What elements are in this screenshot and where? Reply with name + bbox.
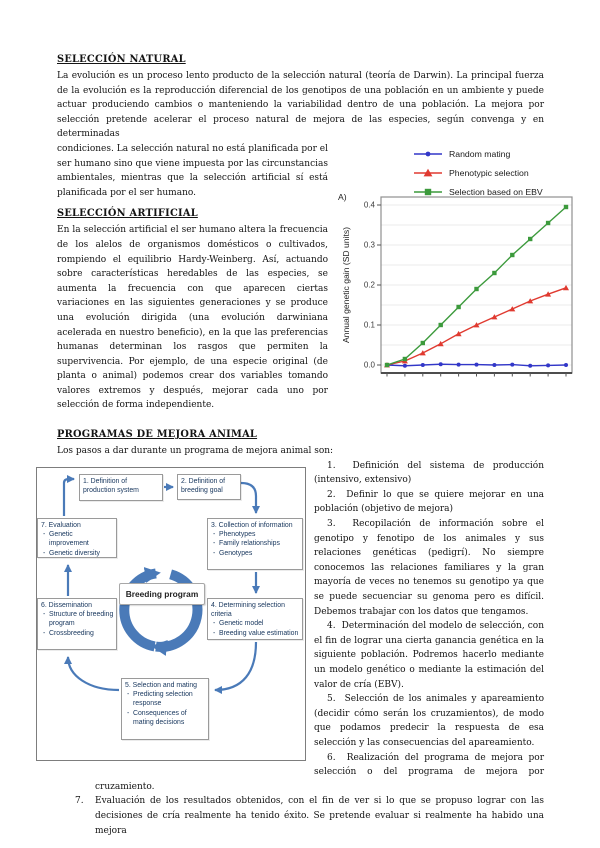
diagram-box-title: 4. Determining selection criteria (211, 601, 285, 618)
heading-seleccion-artificial: SELECCIÓN ARTIFICIAL (57, 208, 198, 220)
chart-legend (413, 145, 543, 202)
diagram-box-item: - Genetic improvement (41, 530, 114, 549)
line-circle-marker-icon (413, 148, 443, 160)
list-item: 4. Determinación del modelo de selección, con el fin de lograr una cierta ganancia genética en la siguiente población. Podremos hacerlo mediante un modelo genético o mediante la estimación del valor de cría (EBV). (314, 621, 544, 690)
arrow-7-to-1 (64, 479, 74, 516)
diagram-box-4 (207, 598, 303, 640)
legend-label: Selection based on EBV (449, 187, 543, 198)
svg-text:0.4: 0.4 (363, 200, 375, 210)
natural-paragraph-part2: condiciones. La selección natural no está planificada por el ser humano sino que viene impuesta por las circunstancias ambientales, mientras que la selección artificial sí está planificada por el ser humano. (57, 143, 328, 198)
diagram-box-item: - Family relationships (211, 539, 300, 548)
heading-programas-mejora: PROGRAMAS DE MEJORA ANIMAL (57, 429, 258, 441)
svg-text:0.1: 0.1 (363, 320, 375, 330)
section-programas-mejora (41, 428, 544, 838)
legend-item-selection-ebv (413, 183, 543, 202)
step7-text: Evaluación de los resultados obtenidos, con el fin de ver si lo que se propuso lograr con las decisiones de cría realmente ha tenido éxito. Se pretende evaluar si realmente ha habido una mejora (95, 796, 544, 836)
diagram-box-item: - Crossbreeding (41, 629, 114, 638)
arrow-2-to-3 (241, 483, 256, 513)
diagram-box-item: - Predicting selection response (125, 690, 206, 709)
line-triangle-marker-icon (413, 167, 443, 179)
diagram-box-title: 1. Definition of production system (83, 477, 139, 494)
natural-paragraph-part1: La evolución es un proceso lento producto de la selección natural (teoría de Darwin). La principal fuerza de la evolución es la reproducción diferencial de los genotipos de una población en un ambiente y puede actuar produciendo cambios o manteniendo la variabilidad dentro de una población. La mejora por selección pretende acelerar el proceso natural de mejora de las especies, según convenga y en determinadas (57, 71, 544, 140)
diagram-box-6 (37, 598, 117, 650)
y-axis-label: Annual genetic gain (SD units) (341, 226, 351, 344)
step7-number: 7. (75, 796, 84, 807)
diagram-box-item: - Structure of breeding program (41, 610, 114, 629)
diagram-box-item: - Genetic diversity (41, 549, 114, 558)
diagram-box-3 (207, 518, 303, 570)
list-item: 2. Definir lo que se quiere mejorar en una población (objetivo de mejora) (314, 489, 544, 515)
diagram-box-1 (79, 474, 163, 501)
arrow-5-to-6 (68, 657, 119, 690)
list-item: 6. Realización del programa de mejora por selección o del programa de mejora por cruzamiento. (95, 752, 544, 792)
list-item: 5. Selección de los animales y apareamiento (decidir cómo serán los cruzamientos), de modo que podamos predecir la respuesta de esa selección y las consecuencias del apareamiento. (314, 694, 544, 748)
artificial-paragraph: En la selección artificial el ser humano altera la frecuencia de los alelos de organismos domésticos o cultivados, rompiendo el equilibrio Hardy-Weinberg. Así, actuando sobre características heredables de las especies, se aumenta la frecuencia con que aparecen ciertas variaciones en las siguientes generaciones y se produce una evolución dirigida (una evolución darwiniana acelerada en nuestro beneficio), en la que las preferencias humanas determinan los rasgos que permiten la supervivencia. Por ejemplo, de una especie original (de planta o animal) podemos crear dos variables tomando valores extremos y después, mejorar cada uno por selección de forma independiente. (57, 225, 328, 411)
diagram-box-item: - Breeding value estimation (211, 629, 300, 638)
legend-item-random-mating (413, 145, 543, 164)
diagram-box-title: 5. Selection and mating (125, 681, 198, 689)
diagram-box-2 (177, 474, 241, 500)
diagram-box-5 (121, 678, 209, 740)
svg-text:0.2: 0.2 (363, 280, 375, 290)
diagram-box-7 (37, 518, 117, 558)
diagram-box-title: 3. Collection of information (211, 521, 293, 529)
legend-label: Random mating (449, 149, 511, 160)
genetic-gain-chart (336, 144, 578, 380)
heading-seleccion-natural: SELECCIÓN NATURAL (57, 54, 186, 65)
diagram-box-item: - Consequences of mating decisions (125, 709, 206, 728)
diagram-box-item: - Genetic model (211, 619, 300, 628)
diagram-box-title: 2. Definition of breeding goal (181, 477, 226, 494)
svg-text:0.0: 0.0 (363, 360, 375, 370)
legend-label: Phenotypic selection (449, 168, 529, 179)
diagram-box-title: 7. Evaluation (41, 521, 81, 529)
breeding-program-diagram (36, 467, 306, 761)
diagram-box-item: - Genotypes (211, 549, 300, 558)
diagram-box-title: 6. Dissemination (41, 601, 92, 609)
panel-label: A) (338, 191, 347, 202)
programs-intro: Los pasos a dar durante un programa de mejora animal son: (57, 446, 334, 457)
list-item: 1. Definición del sistema de producción (intensivo, extensivo) (314, 460, 544, 486)
legend-item-phenotypic-selection (413, 164, 543, 183)
diagram-center-label: Breeding program (119, 583, 205, 605)
list-item: 3. Recopilación de información sobre el genotipo y fenotipo de los animales y sus relaciones genéticas (pedigrí). No siempre conocemos las relaciones familiares y la gran mayoría de veces no tenemos su genotipo ya que se puede secuenciar su genoma pero es difícil. Debemos trabajar con los datos que tengamos. (314, 519, 544, 617)
line-square-marker-icon (413, 186, 443, 198)
list-item-7 (75, 794, 544, 838)
diagram-box-item: - Phenotypes (211, 530, 300, 539)
arrow-4-to-5 (215, 642, 256, 690)
svg-text:0.3: 0.3 (363, 240, 375, 250)
